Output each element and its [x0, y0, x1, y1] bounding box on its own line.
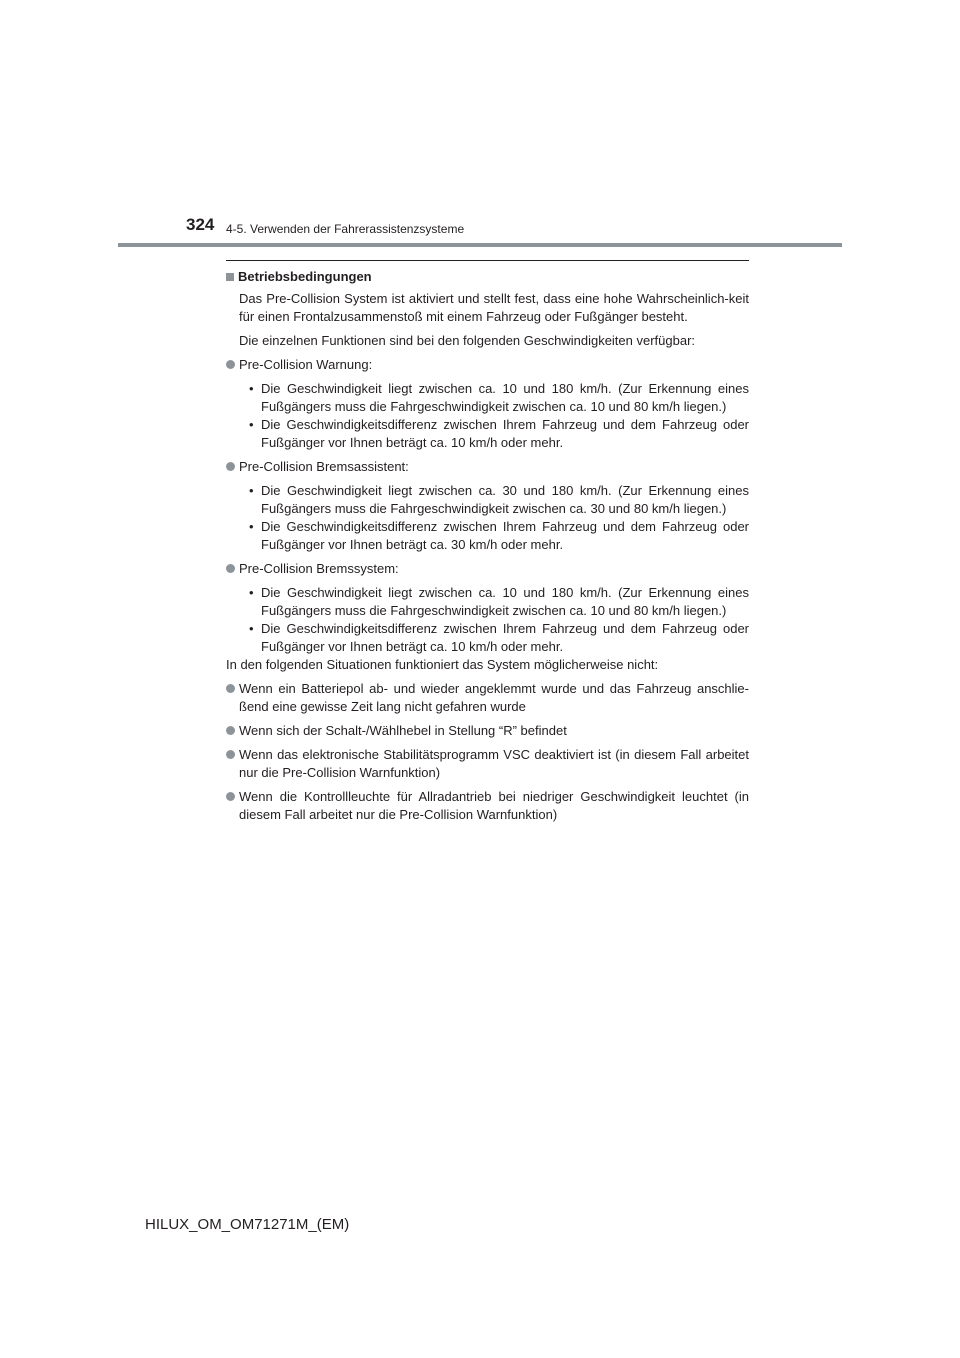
circle-bullet-icon [226, 360, 235, 369]
condition-item [239, 518, 749, 554]
footer-doc-id: HILUX_OM_OM71271M_(EM) [145, 1216, 350, 1233]
square-bullet-icon [226, 273, 234, 281]
sub-bullet: • [249, 621, 254, 636]
limitation-text: Wenn das elektronische Stabilitätsprogramm VSC deaktiviert ist (in diesem Fall arbeitet nur die Pre-Collision Warnfunktion) [239, 747, 749, 780]
limitation-item [226, 746, 749, 782]
function-label: Pre-Collision Bremsassistent: [239, 459, 409, 474]
function-item [226, 560, 749, 578]
condition-item [239, 482, 749, 518]
circle-bullet-icon [226, 792, 235, 801]
header-rule [118, 243, 842, 247]
condition-item [239, 416, 749, 452]
function-item [226, 458, 749, 476]
limitation-item [226, 722, 749, 740]
function-label: Pre-Collision Bremssystem: [239, 561, 399, 576]
sub-bullet: • [249, 417, 254, 432]
page-content [226, 268, 749, 830]
sub-bullet: • [249, 483, 254, 498]
limitation-item [226, 680, 749, 716]
section-heading [226, 268, 749, 286]
section-rule [226, 260, 749, 261]
limitation-text: Wenn sich der Schalt-/Wählhebel in Stellung “R” befindet [239, 723, 567, 738]
function-conditions [239, 380, 749, 452]
condition-item [239, 584, 749, 620]
limitation-text: Wenn ein Batteriepol ab- und wieder angeklemmt wurde und das Fahrzeug anschlie-ßend eine gewisse Zeit lang nicht gefahren wurde [239, 681, 749, 714]
chapter-title: 4-5. Verwenden der Fahrerassistenzsysteme [226, 222, 465, 236]
sub-bullet: • [249, 519, 254, 534]
limitations-intro: In den folgenden Situationen funktioniert das System möglicherweise nicht: [226, 657, 659, 672]
function-label: Pre-Collision Warnung: [239, 357, 373, 372]
sub-bullet: • [249, 585, 254, 600]
circle-bullet-icon [226, 726, 235, 735]
circle-bullet-icon [226, 462, 235, 471]
condition-text: Die Geschwindigkeitsdifferenz zwischen Ihrem Fahrzeug und dem Fahrzeug oder Fußgänger vor Ihnen beträgt ca. 30 km/h oder mehr. [261, 519, 749, 552]
availability-paragraph: Die einzelnen Funktionen sind bei den folgenden Geschwindigkeiten verfügbar: [239, 333, 696, 348]
condition-item [239, 380, 749, 416]
sub-bullet: • [249, 381, 254, 396]
limitation-item [226, 788, 749, 824]
condition-item [239, 620, 749, 656]
circle-bullet-icon [226, 750, 235, 759]
circle-bullet-icon [226, 564, 235, 573]
circle-bullet-icon [226, 684, 235, 693]
function-item [226, 356, 749, 374]
condition-text: Die Geschwindigkeitsdifferenz zwischen Ihrem Fahrzeug und dem Fahrzeug oder Fußgänger vor Ihnen beträgt ca. 10 km/h oder mehr. [261, 621, 749, 654]
intro-paragraph: Das Pre-Collision System ist aktiviert und stellt fest, dass eine hohe Wahrscheinlich-keit für einen Frontalzusammenstoß mit einem Fahrzeug oder Fußgänger besteht. [239, 291, 749, 324]
condition-text: Die Geschwindigkeit liegt zwischen ca. 10 und 180 km/h. (Zur Erkennung eines Fußgängers muss die Fahrgeschwindigkeit zwischen ca. 10 und 80 km/h liegen.) [261, 585, 749, 618]
page-number: 324 [186, 215, 215, 234]
condition-text: Die Geschwindigkeit liegt zwischen ca. 30 und 180 km/h. (Zur Erkennung eines Fußgängers muss die Fahrgeschwindigkeit zwischen ca. 30 und 80 km/h liegen.) [261, 483, 749, 516]
limitation-text: Wenn die Kontrollleuchte für Allradantrieb bei niedriger Geschwindigkeit leuchtet (in diesem Fall arbeitet nur die Pre-Collision Warnfunktion) [239, 789, 749, 822]
function-conditions [239, 482, 749, 554]
section-heading-text: Betriebsbedingungen [238, 269, 372, 284]
function-conditions [239, 584, 749, 656]
condition-text: Die Geschwindigkeit liegt zwischen ca. 10 und 180 km/h. (Zur Erkennung eines Fußgängers muss die Fahrgeschwindigkeit zwischen ca. 10 und 80 km/h liegen.) [261, 381, 749, 414]
condition-text: Die Geschwindigkeitsdifferenz zwischen Ihrem Fahrzeug und dem Fahrzeug oder Fußgänger vor Ihnen beträgt ca. 10 km/h oder mehr. [261, 417, 749, 450]
